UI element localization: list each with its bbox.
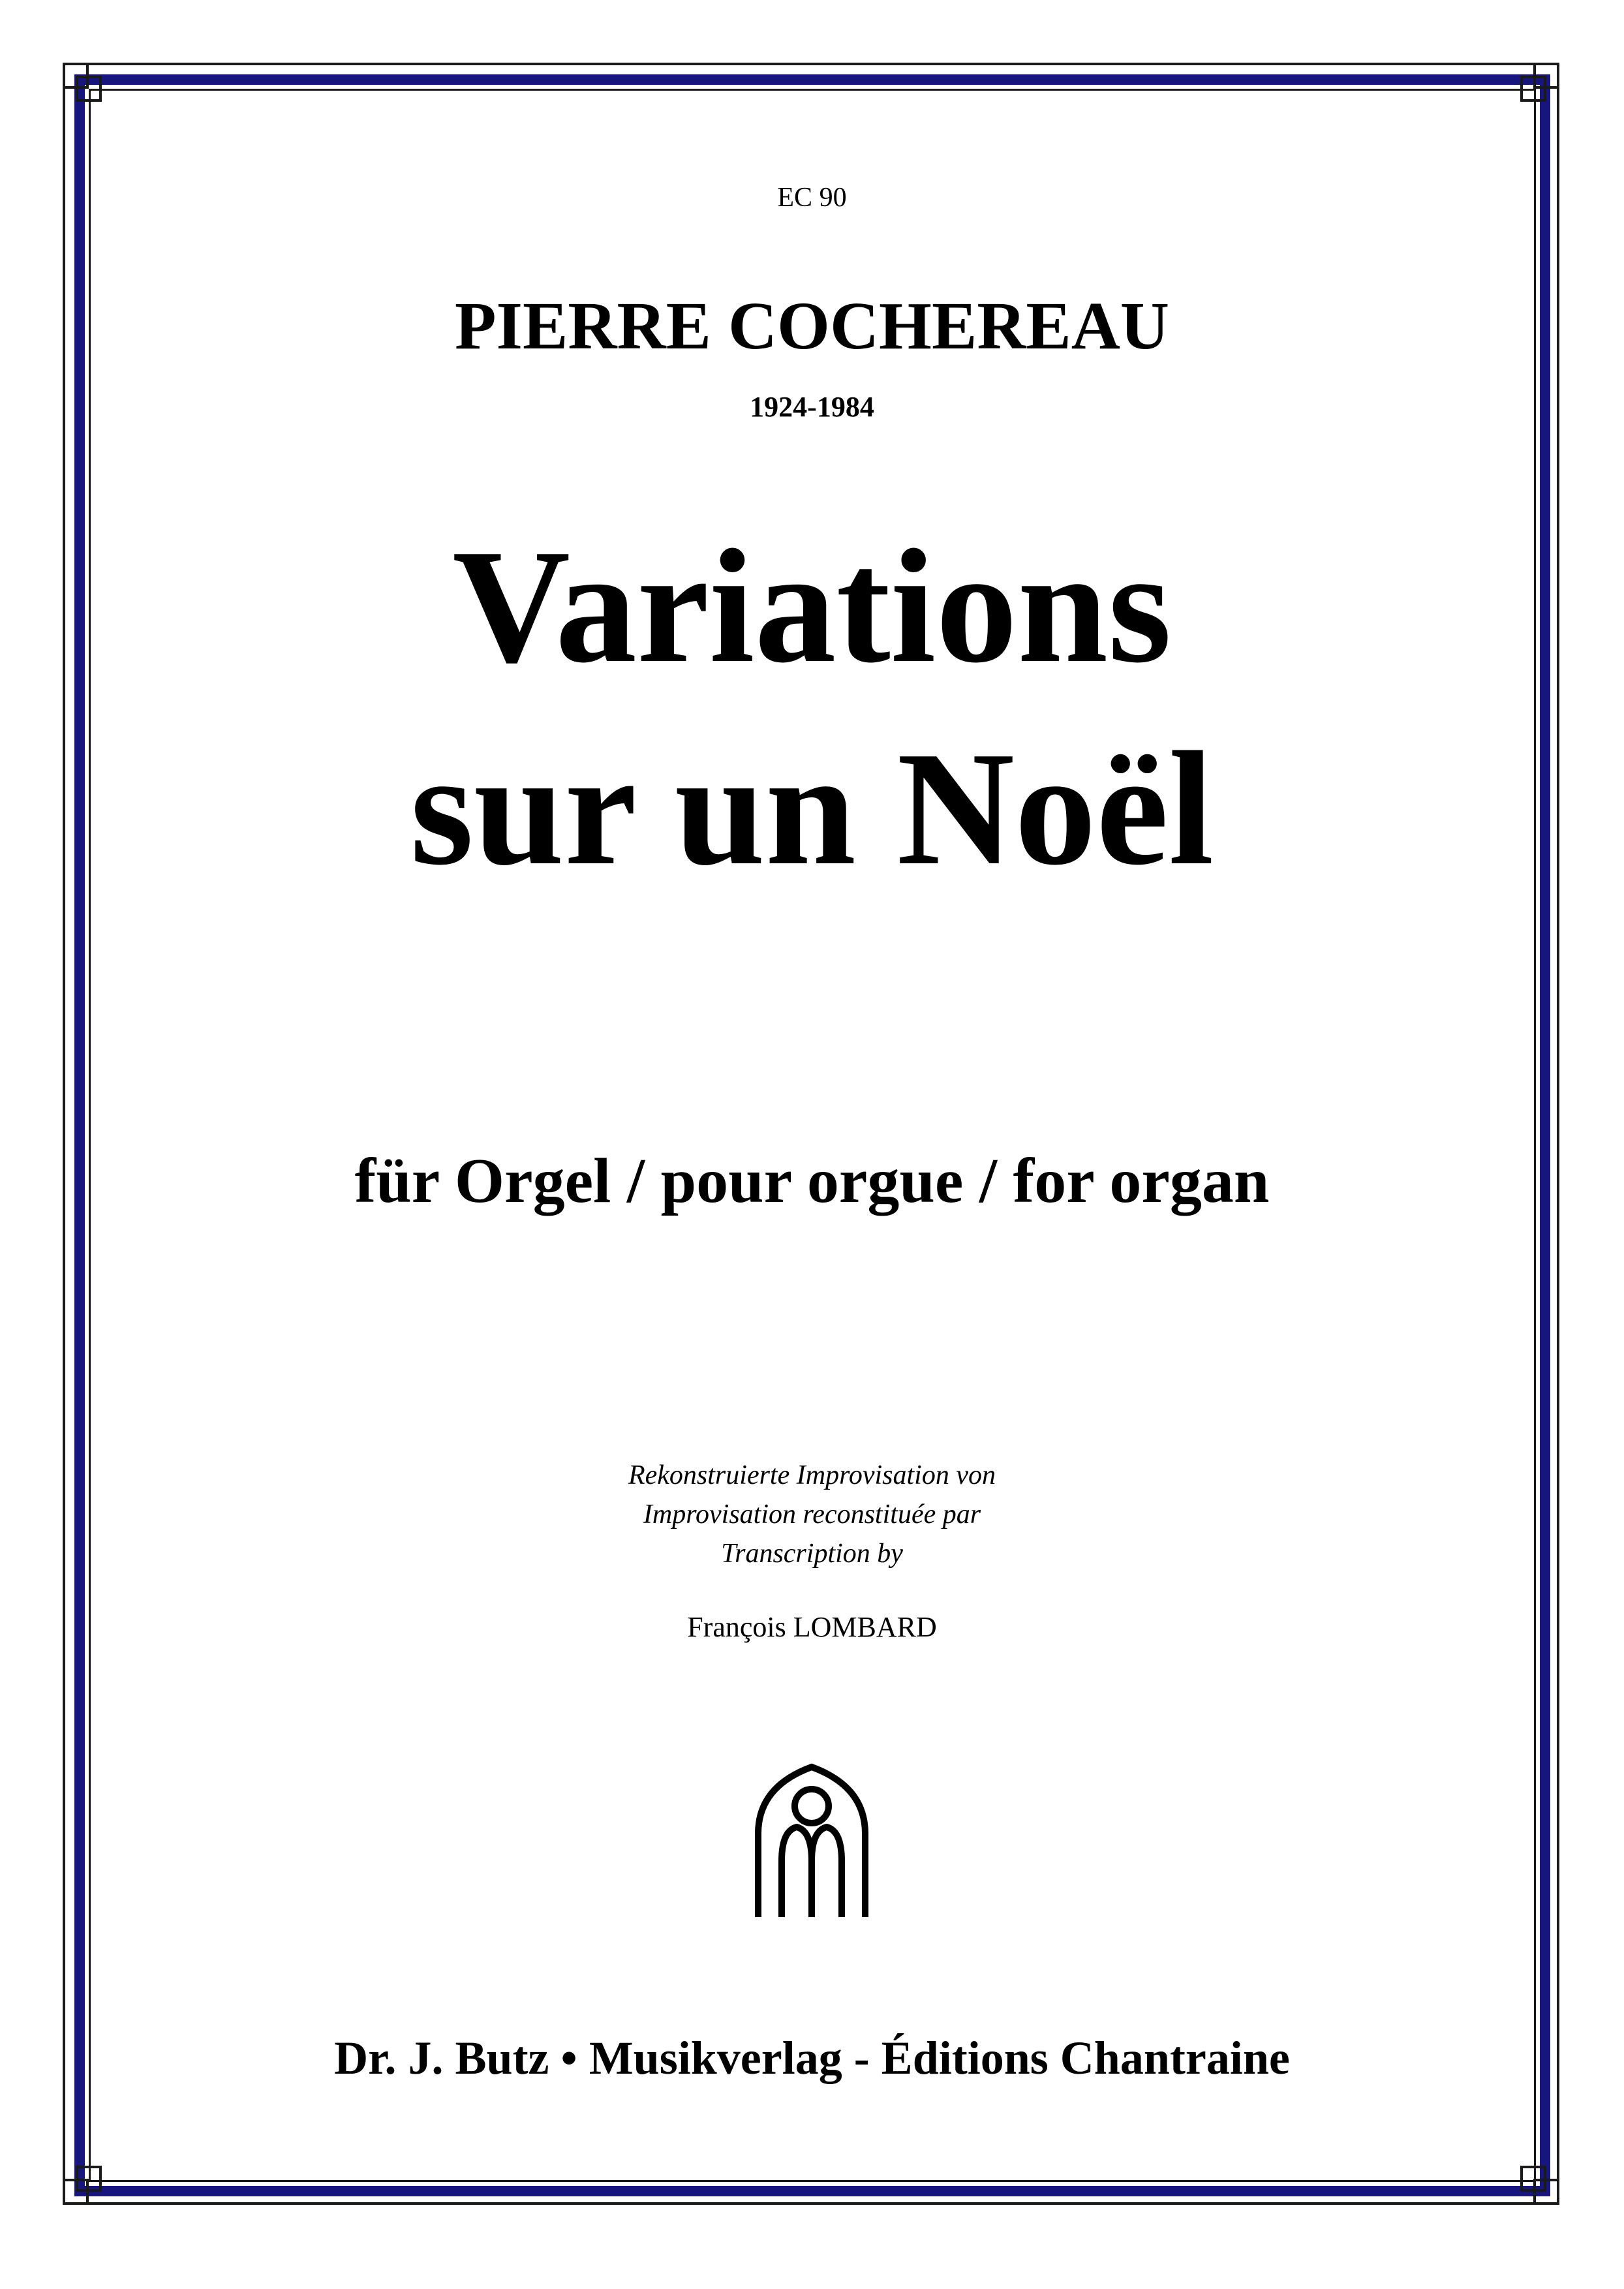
gothic-arch-organ-logo-icon xyxy=(753,1763,870,1917)
frame-corner-ornament-top-right xyxy=(1520,63,1559,102)
instrumentation: für Orgel / pour orgue / for organ xyxy=(354,1146,1270,1216)
frame-corner-ornament-top-left xyxy=(63,63,102,102)
credit-german: Rekonstruierte Improvisation von xyxy=(628,1460,996,1490)
title-line-1: Variations xyxy=(452,516,1172,697)
composer-dates: 1924-1984 xyxy=(750,391,874,423)
frame-corner-ornament-bottom-right xyxy=(1520,2166,1559,2205)
title-line-2: sur un Noël xyxy=(410,718,1214,899)
catalog-number: EC 90 xyxy=(777,183,847,213)
composer-name: PIERRE COCHEREAU xyxy=(455,288,1169,363)
frame-corner-ornament-bottom-left xyxy=(63,2166,102,2205)
credit-english: Transcription by xyxy=(721,1539,903,1569)
publisher-name: Dr. J. Butz • Musikverlag - Éditions Chantraine xyxy=(334,2032,1290,2084)
arranger-name: François LOMBARD xyxy=(687,1611,937,1643)
credit-french: Improvisation reconstituée par xyxy=(643,1499,981,1529)
